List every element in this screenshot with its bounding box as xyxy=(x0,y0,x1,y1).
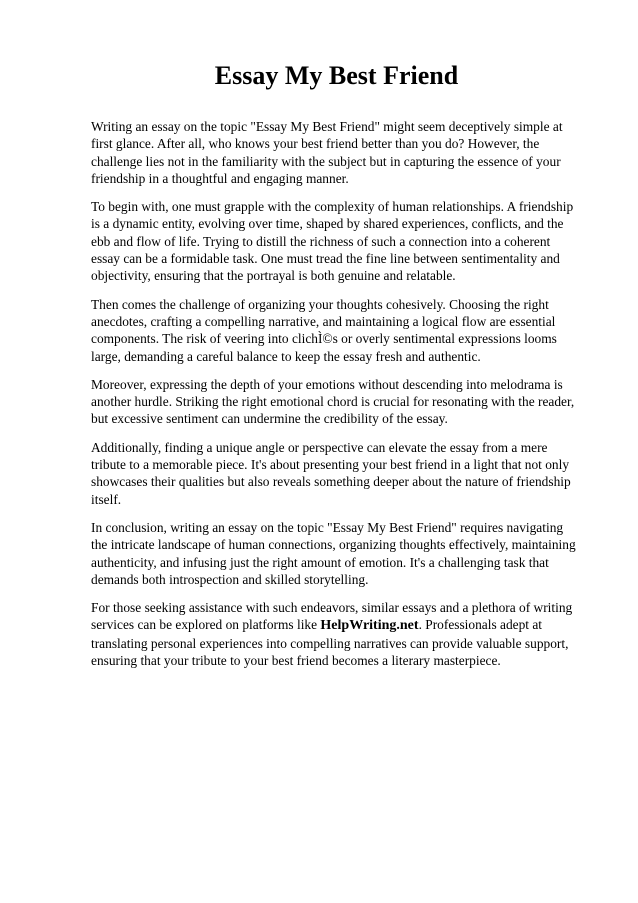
document-title: Essay My Best Friend xyxy=(214,61,459,90)
paragraph-organizing: Then comes the challenge of organizing your thoughts cohesively. Choosing the right anecdotes, crafting a compelling narrative, and maintaining a logical flow are essential components. The risk of veering into clichÌ©s or overly sentimental expressions looms large, demanding a careful balance to keep the essay fresh and authentic. xyxy=(91,296,557,364)
paragraph-assistance xyxy=(91,599,582,669)
paragraph-relationships: To begin with, one must grapple with the complexity of human relationships. A friendship is a dynamic entity, evolving over time, shaped by shared experiences, conflicts, and the ebb and flow of life. Trying to distill the richness of such a connection into a coherent essay can be a formidable task. One must tread the fine line between sentimentality and objectivity, ensuring that the portrayal is both genuine and relatable. xyxy=(91,199,574,284)
paragraph-intro: Writing an essay on the topic "Essay My Best Friend" might seem deceptively simple at first glance. After all, who knows your best friend better than you do? However, the challenge lies not in the familiarity with the subject but in capturing the essence of your friendship in a thoughtful and engaging manner. xyxy=(91,119,563,186)
assistance-text-before: For those seeking assistance with such endeavors, similar essays and a plethora of writing services can be explored on platforms like xyxy=(91,600,573,633)
paragraph-conclusion: In conclusion, writing an essay on the topic "Essay My Best Friend" requires navigating the intricate landscape of human connections, organizing thoughts effectively, maintaining authenticity, and infusing just the right amount of emotion. It's a challenging task that demands both introspection and skilled storytelling. xyxy=(91,519,576,587)
assistance-text-after: . Professionals adept at translating personal experiences into compelling narratives can provide valuable support, ensuring that your tribute to your best friend becomes a literary masterpiece. xyxy=(91,617,569,669)
paragraph-perspective: Additionally, finding a unique angle or perspective can elevate the essay from a mere tribute to a memorable piece. It's about presenting your best friend in a light that not only showcases their qualities but also reveals something deeper about the nature of friendship itself. xyxy=(91,439,571,507)
helpwriting-link[interactable]: HelpWriting.net xyxy=(320,618,419,634)
paragraph-emotions: Moreover, expressing the depth of your emotions without descending into melodrama is another hurdle. Striking the right emotional chord is crucial for resonating with the reader, but excessive sentiment can undermine the credibility of the essay. xyxy=(91,376,575,427)
